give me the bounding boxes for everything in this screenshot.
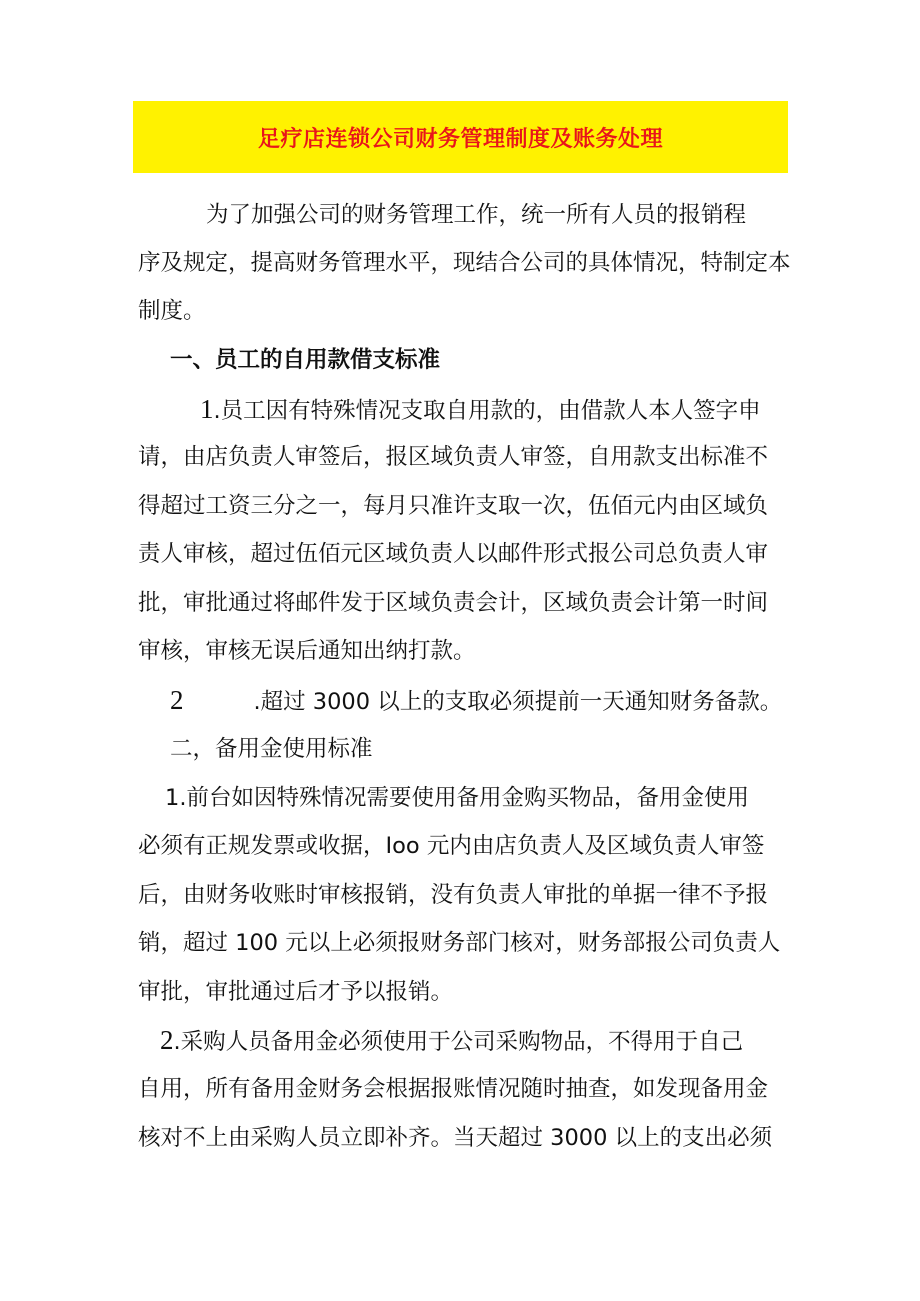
- intro-line-2: 序及规定，提高财务管理水平，现结合公司的具体情况，特制定本: [138, 250, 791, 276]
- section2-item2-line-1: [160, 1025, 820, 1057]
- section2-item1-line-5: 审批，审批通过后才予以报销。: [138, 979, 454, 1005]
- section1-item1-text-1: .员工因有特殊情况支取自用款的，由借款人本人签字申: [213, 398, 761, 424]
- intro-line-3: 制度。: [138, 298, 206, 324]
- section2-item2-number: 2: [160, 1025, 174, 1055]
- section2-heading: 二，备用金使用标准: [170, 736, 373, 762]
- section1-item1-number: 1: [200, 394, 214, 424]
- document-title: 足疗店连锁公司财务管理制度及账务处理: [257, 126, 663, 152]
- section1-heading: 一、员工的自用款借支标准: [170, 347, 441, 373]
- intro-line-1: 为了加强公司的财务管理工作，统一所有人员的报销程: [206, 202, 747, 228]
- section2-item2-text-1: .采购人员备用金必须使用于公司采购物品，不得用于自己: [173, 1029, 744, 1055]
- section1-item1-line-1: [200, 394, 860, 426]
- section2-item2-line-3: 核对不上由采购人员立即补齐。当天超过 3000 以上的支出必须: [138, 1125, 773, 1151]
- section1-item1-line-2: 请，由店负责人审签后，报区域负责人审签，自用款支出标准不: [138, 444, 769, 470]
- section2-item1-line-4: 销，超过 100 元以上必须报财务部门核对，财务部报公司负责人: [138, 930, 781, 956]
- section1-item2-number: 2: [170, 685, 184, 715]
- section1-item2-text: .超过 3000 以上的支取必须提前一天通知财务备款。: [253, 689, 783, 715]
- section1-item1-line-4: 责人审核，超过伍佰元区域负责人以邮件形式报公司总负责人审: [138, 541, 769, 567]
- section1-item1-line-3: 得超过工资三分之一，每月只准许支取一次，伍佰元内由区域负: [138, 493, 769, 519]
- title-band: [133, 101, 788, 173]
- section2-item1-line-2: 必须有正规发票或收据，Ioo 元内由店负责人及区域负责人审签: [138, 833, 765, 859]
- section1-item1-line-5: 批，审批通过将邮件发于区域负责会计，区域负责会计第一时间: [138, 590, 769, 616]
- section2-item1-line-3: 后，由财务收账时审核报销，没有负责人审批的单据一律不予报: [138, 882, 769, 908]
- section1-item1-line-6: 审核，审核无误后通知出纳打款。: [138, 638, 476, 664]
- section2-item2-line-2: 自用，所有备用金财务会根据报账情况随时抽查，如发现备用金: [138, 1076, 769, 1102]
- section2-item1-line-1: 1.前台如因特殊情况需要使用备用金购买物品，备用金使用: [165, 785, 749, 811]
- section1-item2: [170, 685, 830, 717]
